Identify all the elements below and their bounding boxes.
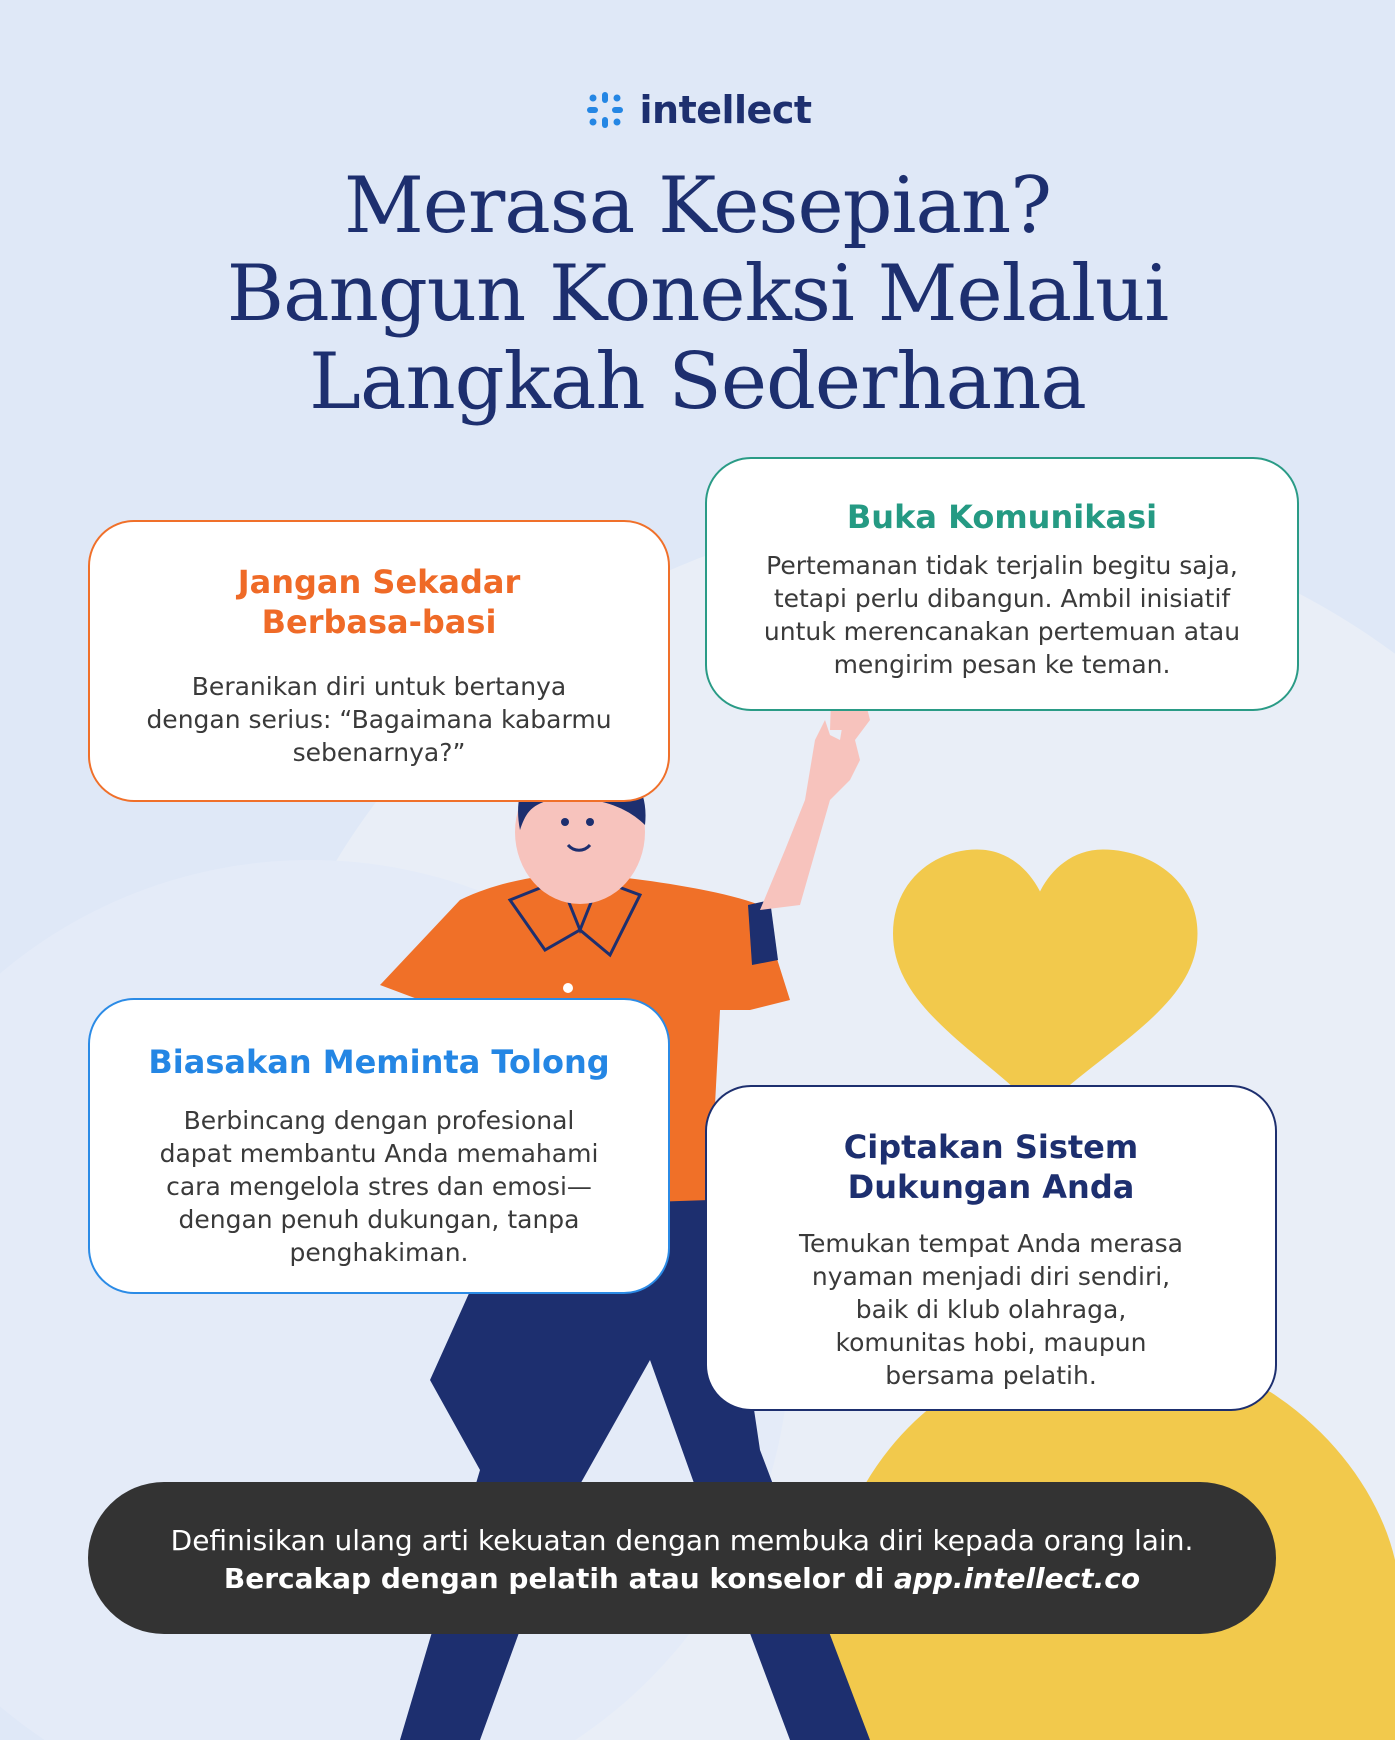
figure-eye-left [561, 818, 569, 826]
card-body [130, 670, 628, 769]
title-line-3: Langkah Sederhana [309, 337, 1086, 427]
card-body-line: dapat membantu Anda memahami [159, 1139, 599, 1168]
tip-card-support-system [705, 1085, 1277, 1411]
page-title [100, 162, 1295, 426]
card-body [747, 549, 1257, 681]
brand-name: intellect [639, 88, 812, 132]
tip-card-communication [705, 457, 1299, 711]
card-body-line: Temukan tempat Anda merasa [799, 1229, 1183, 1258]
cta-line-2 [88, 1560, 1276, 1598]
card-body-line: komunitas hobi, maupun [835, 1328, 1147, 1357]
card-body-line: mengirim pesan ke teman. [833, 650, 1171, 679]
figure-eye-right [586, 818, 594, 826]
card-title [747, 1127, 1235, 1207]
tip-card-small-talk [88, 520, 670, 802]
call-to-action-banner [88, 1482, 1276, 1634]
card-body-line: untuk merencanakan pertemuan atau [763, 617, 1241, 646]
asterisk-dots-logo [583, 88, 627, 132]
cta-prefix: Bercakap dengan pelatih atau konselor di [223, 1562, 894, 1595]
card-body [747, 1227, 1235, 1392]
card-body-line: bersama pelatih. [885, 1361, 1097, 1390]
card-body-line: dengan serius: “Bagaimana kabarmu [146, 705, 612, 734]
card-body-line: Berbincang dengan profesional [183, 1106, 575, 1135]
card-title-line: Dukungan Anda [847, 1168, 1135, 1206]
card-title-line: Ciptakan Sistem [843, 1128, 1139, 1166]
card-body-line: tetapi perlu dibangun. Ambil inisiatif [773, 584, 1231, 613]
cta-line-1: Definisikan ulang arti kekuatan dengan membuka diri kepada orang lain. [170, 1524, 1194, 1557]
card-title [130, 562, 628, 642]
title-line-2: Bangun Koneksi Melalui [226, 249, 1169, 339]
card-title-line: Berbasa-basi [261, 603, 497, 641]
card-body-line: dengan penuh dukungan, tanpa [178, 1205, 580, 1234]
card-body-line: sebenarnya?” [292, 738, 466, 767]
card-title: Buka Komunikasi [846, 498, 1158, 536]
card-body-line: nyaman menjadi diri sendiri, [811, 1262, 1171, 1291]
card-title: Biasakan Meminta Tolong [148, 1043, 610, 1081]
brand-header [0, 88, 1395, 132]
card-body-line: penghakiman. [289, 1238, 469, 1267]
card-title-line: Jangan Sekadar [237, 563, 521, 601]
title-line-1: Merasa Kesepian? [343, 161, 1052, 251]
cta-link[interactable]: app.intellect.co [893, 1562, 1141, 1595]
card-body [130, 1104, 628, 1269]
card-body-line: Beranikan diri untuk bertanya [191, 672, 567, 701]
card-body-line: baik di klub olahraga, [855, 1295, 1127, 1324]
figure-shirt-button [563, 983, 573, 993]
tip-card-ask-for-help [88, 998, 670, 1294]
card-body-line: cara mengelola stres dan emosi— [166, 1172, 592, 1201]
card-body-line: Pertemanan tidak terjalin begitu saja, [766, 551, 1238, 580]
